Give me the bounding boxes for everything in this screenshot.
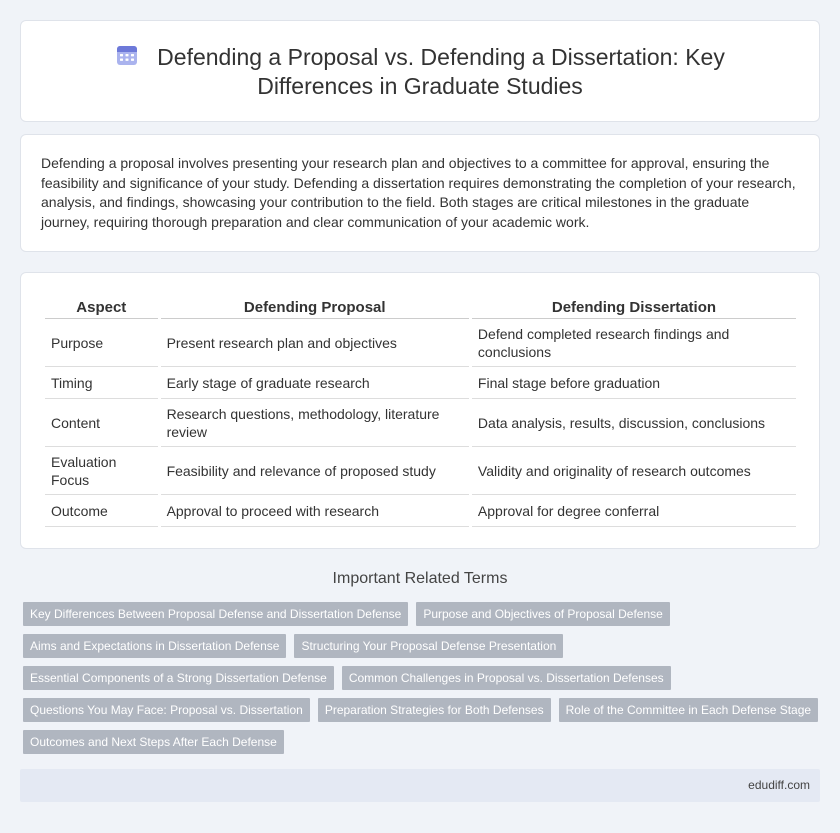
cell-aspect: Timing [45, 367, 158, 399]
cell-dissertation: Data analysis, results, discussion, conclusions [472, 399, 796, 447]
cell-proposal: Present research plan and objectives [161, 319, 469, 367]
related-terms-tags [23, 602, 823, 754]
title-line-1: Defending a Proposal vs. Defending a Dissertation: Key [157, 44, 725, 70]
cell-aspect: Evaluation Focus [45, 447, 158, 495]
cell-aspect: Outcome [45, 495, 158, 527]
header-defending-proposal: Defending Proposal [161, 295, 469, 319]
cell-proposal: Feasibility and relevance of proposed study [161, 447, 469, 495]
related-term-tag[interactable]: Key Differences Between Proposal Defense and Dissertation Defense [23, 602, 408, 626]
title-wrap [21, 43, 819, 101]
cell-aspect: Purpose [45, 319, 158, 367]
related-term-tag[interactable]: Outcomes and Next Steps After Each Defense [23, 730, 284, 754]
related-term-tag[interactable]: Purpose and Objectives of Proposal Defense [416, 602, 669, 626]
table-row [45, 399, 796, 447]
related-term-tag[interactable]: Role of the Committee in Each Defense Stage [559, 698, 818, 722]
title-line-2: Differences in Graduate Studies [257, 73, 583, 99]
table-row [45, 495, 796, 527]
header-aspect: Aspect [45, 295, 158, 319]
cell-proposal: Early stage of graduate research [161, 367, 469, 399]
comparison-table-card [20, 272, 820, 549]
intro-text: Defending a proposal involves presenting your research plan and objectives to a committee for approval, ensuring the feasibility and significance of your study. Defending a dissertation requires demonstrating the completion of your research, analysis, and findings, showcasing your contribution to the field. Both stages are critical milestones in the graduate journey, requiring thorough preparation and clear communication of your academic work. [41, 155, 796, 230]
intro-card [20, 134, 820, 252]
comparison-table [42, 295, 799, 527]
header-defending-dissertation: Defending Dissertation [472, 295, 796, 319]
related-term-tag[interactable]: Questions You May Face: Proposal vs. Dissertation [23, 698, 310, 722]
table-header-row [45, 295, 796, 319]
page-title [21, 43, 819, 101]
cell-aspect: Content [45, 399, 158, 447]
site-name[interactable]: edudiff.com [748, 778, 810, 792]
related-terms-heading: Important Related Terms [332, 570, 508, 587]
table-row [45, 319, 796, 367]
table-row [45, 447, 796, 495]
related-term-tag[interactable]: Common Challenges in Proposal vs. Dissertation Defenses [342, 666, 671, 690]
table-row [45, 367, 796, 399]
cell-dissertation: Defend completed research findings and conclusions [472, 319, 796, 367]
related-term-tag[interactable]: Aims and Expectations in Dissertation Defense [23, 634, 286, 658]
calendar-icon [115, 43, 139, 67]
cell-dissertation: Validity and originality of research outcomes [472, 447, 796, 495]
cell-dissertation: Approval for degree conferral [472, 495, 796, 527]
cell-dissertation: Final stage before graduation [472, 367, 796, 399]
footer [20, 769, 820, 802]
title-card [20, 20, 820, 122]
cell-proposal: Approval to proceed with research [161, 495, 469, 527]
related-term-tag[interactable]: Essential Components of a Strong Dissertation Defense [23, 666, 334, 690]
related-term-tag[interactable]: Structuring Your Proposal Defense Presentation [294, 634, 563, 658]
cell-proposal: Research questions, methodology, literature review [161, 399, 469, 447]
related-term-tag[interactable]: Preparation Strategies for Both Defenses [318, 698, 551, 722]
